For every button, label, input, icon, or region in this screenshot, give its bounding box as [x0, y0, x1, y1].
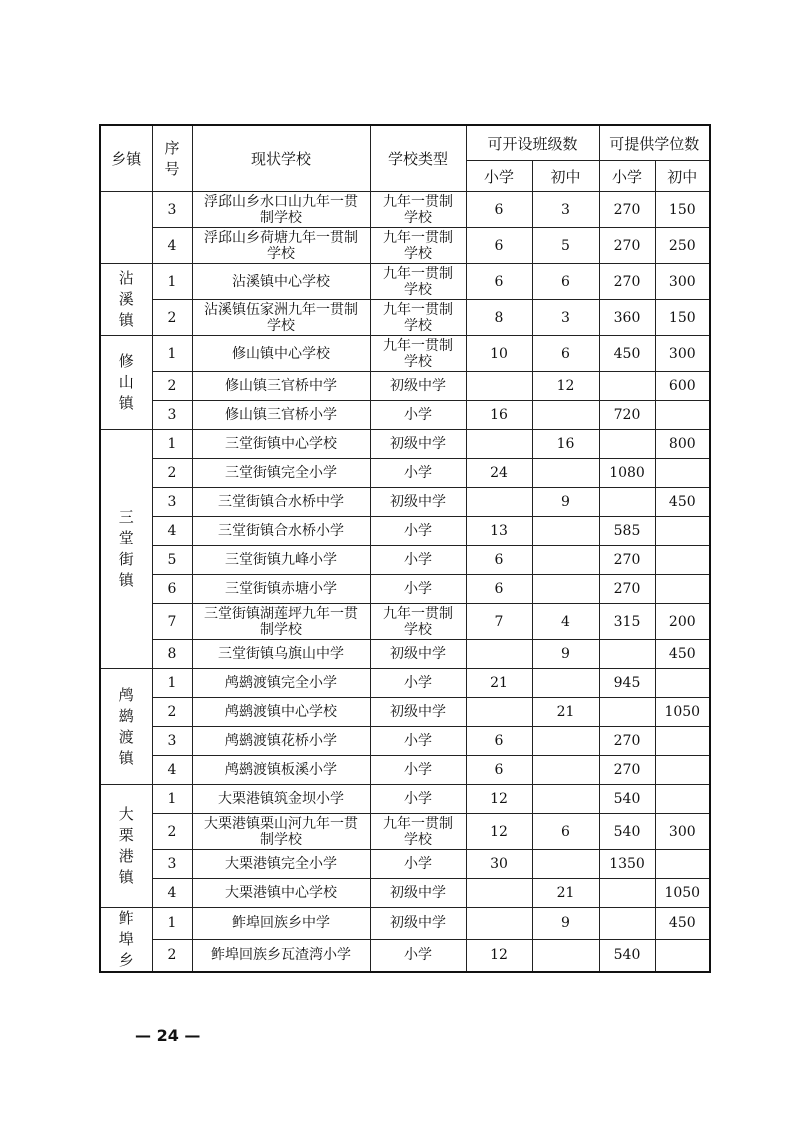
seq-cell: 2 [152, 459, 192, 488]
classes-primary-cell: 13 [466, 517, 532, 546]
seq-cell: 8 [152, 640, 192, 669]
classes-primary-cell: 6 [466, 727, 532, 756]
type-cell: 九年一贯制学校 [370, 336, 466, 372]
table-row [100, 546, 710, 575]
school-cell: 鸬鹚渡镇花桥小学 [192, 727, 370, 756]
type-cell: 九年一贯制学校 [370, 192, 466, 228]
classes-primary-cell: 30 [466, 850, 532, 879]
seats-primary-cell: 270 [599, 727, 655, 756]
seats-junior-cell: 300 [655, 264, 710, 300]
classes-junior-cell: 12 [532, 372, 599, 401]
classes-junior-cell: 5 [532, 228, 599, 264]
type-cell: 九年一贯制学校 [370, 228, 466, 264]
classes-primary-cell: 7 [466, 604, 532, 640]
school-cell: 三堂街镇合水桥中学 [192, 488, 370, 517]
classes-primary-cell [466, 698, 532, 727]
table-row [100, 228, 710, 264]
type-cell: 小学 [370, 669, 466, 698]
seats-primary-cell [599, 640, 655, 669]
seats-primary-cell: 1350 [599, 850, 655, 879]
seats-junior-cell: 800 [655, 430, 710, 459]
town-name: 沾溪镇 [118, 269, 134, 329]
seats-primary-cell: 540 [599, 939, 655, 972]
header-seq-label: 序号 [164, 138, 180, 178]
school-cell: 大栗港镇中心学校 [192, 879, 370, 908]
school-cell: 三堂街镇湖莲坪九年一贯制学校 [192, 604, 370, 640]
seats-junior-cell: 450 [655, 488, 710, 517]
school-table-container [99, 124, 709, 973]
town-name: 鲊埠乡 [118, 909, 134, 969]
type-cell: 小学 [370, 939, 466, 972]
seq-cell: 3 [152, 727, 192, 756]
table-body [100, 192, 710, 973]
seats-primary-cell: 540 [599, 785, 655, 814]
seq-cell: 2 [152, 939, 192, 972]
classes-junior-cell: 9 [532, 640, 599, 669]
school-cell: 三堂街镇九峰小学 [192, 546, 370, 575]
header-seats-group: 可提供学位数 [599, 125, 710, 161]
classes-junior-cell: 9 [532, 488, 599, 517]
header-town: 乡镇 [100, 125, 152, 192]
type-cell: 九年一贯制学校 [370, 604, 466, 640]
classes-junior-cell [532, 669, 599, 698]
type-cell: 九年一贯制学校 [370, 264, 466, 300]
table-row [100, 727, 710, 756]
seats-junior-cell: 600 [655, 372, 710, 401]
seq-cell: 3 [152, 401, 192, 430]
school-cell: 修山镇三官桥中学 [192, 372, 370, 401]
seq-cell: 1 [152, 669, 192, 698]
seats-primary-cell [599, 430, 655, 459]
seq-cell: 6 [152, 575, 192, 604]
seats-primary-cell: 720 [599, 401, 655, 430]
classes-junior-cell [532, 459, 599, 488]
school-cell: 鲊埠回族乡中学 [192, 908, 370, 940]
school-cell: 三堂街镇合水桥小学 [192, 517, 370, 546]
school-cell: 鸬鹚渡镇完全小学 [192, 669, 370, 698]
table-row [100, 459, 710, 488]
seats-primary-cell: 315 [599, 604, 655, 640]
header-classes-group: 可开设班级数 [466, 125, 599, 161]
town-name: 修山镇 [118, 352, 134, 412]
seats-junior-cell: 450 [655, 640, 710, 669]
seats-primary-cell: 270 [599, 575, 655, 604]
classes-primary-cell [466, 430, 532, 459]
school-cell: 三堂街镇乌旗山中学 [192, 640, 370, 669]
table-row [100, 336, 710, 372]
classes-junior-cell: 3 [532, 300, 599, 336]
classes-junior-cell: 16 [532, 430, 599, 459]
seq-cell: 2 [152, 372, 192, 401]
seats-junior-cell [655, 850, 710, 879]
town-cell [100, 192, 152, 264]
table-row [100, 939, 710, 972]
table-row [100, 488, 710, 517]
school-cell: 浮邱山乡荷塘九年一贯制学校 [192, 228, 370, 264]
seats-junior-cell: 1050 [655, 879, 710, 908]
type-cell: 九年一贯制学校 [370, 300, 466, 336]
classes-junior-cell: 6 [532, 814, 599, 850]
header-type: 学校类型 [370, 125, 466, 192]
classes-junior-cell [532, 517, 599, 546]
type-cell: 小学 [370, 401, 466, 430]
type-cell: 初级中学 [370, 372, 466, 401]
seats-junior-cell: 300 [655, 336, 710, 372]
school-cell: 大栗港镇筑金坝小学 [192, 785, 370, 814]
header-classes-primary: 小学 [466, 161, 532, 192]
school-capacity-table [99, 124, 711, 973]
classes-junior-cell [532, 727, 599, 756]
table-row [100, 300, 710, 336]
type-cell: 小学 [370, 575, 466, 604]
classes-primary-cell: 6 [466, 192, 532, 228]
school-cell: 浮邱山乡水口山九年一贯制学校 [192, 192, 370, 228]
seq-cell: 7 [152, 604, 192, 640]
table-row [100, 430, 710, 459]
seats-primary-cell: 360 [599, 300, 655, 336]
table-row [100, 814, 710, 850]
classes-primary-cell [466, 488, 532, 517]
seats-junior-cell: 250 [655, 228, 710, 264]
seq-cell: 1 [152, 336, 192, 372]
table-row [100, 756, 710, 785]
classes-primary-cell: 6 [466, 546, 532, 575]
seats-junior-cell [655, 546, 710, 575]
seq-cell: 2 [152, 698, 192, 727]
table-row [100, 517, 710, 546]
classes-primary-cell: 6 [466, 228, 532, 264]
town-cell [100, 785, 152, 908]
table-row [100, 698, 710, 727]
town-cell [100, 264, 152, 336]
seq-cell: 5 [152, 546, 192, 575]
type-cell: 初级中学 [370, 879, 466, 908]
classes-junior-cell [532, 401, 599, 430]
type-cell: 小学 [370, 546, 466, 575]
classes-junior-cell: 4 [532, 604, 599, 640]
seq-cell: 4 [152, 756, 192, 785]
seats-primary-cell [599, 698, 655, 727]
seats-primary-cell: 1080 [599, 459, 655, 488]
table-row [100, 192, 710, 228]
classes-primary-cell: 8 [466, 300, 532, 336]
seats-primary-cell: 450 [599, 336, 655, 372]
table-row [100, 640, 710, 669]
classes-junior-cell: 9 [532, 908, 599, 940]
seats-junior-cell [655, 669, 710, 698]
seats-junior-cell [655, 727, 710, 756]
classes-primary-cell [466, 372, 532, 401]
seq-cell: 1 [152, 264, 192, 300]
seats-junior-cell: 150 [655, 192, 710, 228]
table-row [100, 850, 710, 879]
type-cell: 九年一贯制学校 [370, 814, 466, 850]
seats-primary-cell: 270 [599, 264, 655, 300]
classes-primary-cell: 24 [466, 459, 532, 488]
seq-cell: 1 [152, 908, 192, 940]
type-cell: 小学 [370, 756, 466, 785]
table-row [100, 264, 710, 300]
seats-primary-cell [599, 908, 655, 940]
type-cell: 小学 [370, 785, 466, 814]
seats-primary-cell [599, 372, 655, 401]
classes-primary-cell: 21 [466, 669, 532, 698]
classes-junior-cell [532, 546, 599, 575]
classes-primary-cell: 6 [466, 756, 532, 785]
classes-primary-cell: 6 [466, 264, 532, 300]
classes-junior-cell [532, 850, 599, 879]
seats-primary-cell [599, 488, 655, 517]
town-cell [100, 430, 152, 669]
classes-primary-cell: 12 [466, 785, 532, 814]
school-cell: 修山镇中心学校 [192, 336, 370, 372]
seq-cell: 2 [152, 300, 192, 336]
header-classes-junior: 初中 [532, 161, 599, 192]
classes-junior-cell [532, 575, 599, 604]
type-cell: 小学 [370, 459, 466, 488]
type-cell: 小学 [370, 727, 466, 756]
school-cell: 三堂街镇赤塘小学 [192, 575, 370, 604]
classes-primary-cell [466, 879, 532, 908]
classes-junior-cell [532, 785, 599, 814]
type-cell: 初级中学 [370, 640, 466, 669]
seats-junior-cell [655, 756, 710, 785]
school-cell: 鲊埠回族乡瓦渣湾小学 [192, 939, 370, 972]
seats-junior-cell: 1050 [655, 698, 710, 727]
classes-primary-cell: 10 [466, 336, 532, 372]
seq-cell: 4 [152, 879, 192, 908]
classes-primary-cell: 16 [466, 401, 532, 430]
classes-primary-cell [466, 640, 532, 669]
classes-primary-cell: 6 [466, 575, 532, 604]
classes-junior-cell: 6 [532, 264, 599, 300]
table-row [100, 785, 710, 814]
seats-primary-cell: 945 [599, 669, 655, 698]
type-cell: 小学 [370, 517, 466, 546]
header-seq [152, 125, 192, 192]
seats-junior-cell: 450 [655, 908, 710, 940]
table-row [100, 575, 710, 604]
town-name: 三堂街镇 [118, 508, 134, 589]
seq-cell: 1 [152, 785, 192, 814]
school-cell: 大栗港镇完全小学 [192, 850, 370, 879]
town-cell [100, 908, 152, 973]
classes-primary-cell [466, 908, 532, 940]
school-cell: 鸬鹚渡镇中心学校 [192, 698, 370, 727]
classes-junior-cell: 21 [532, 879, 599, 908]
seats-primary-cell: 540 [599, 814, 655, 850]
table-row [100, 401, 710, 430]
school-cell: 沾溪镇伍家洲九年一贯制学校 [192, 300, 370, 336]
classes-primary-cell: 12 [466, 939, 532, 972]
school-cell: 三堂街镇完全小学 [192, 459, 370, 488]
seq-cell: 1 [152, 430, 192, 459]
seats-primary-cell: 270 [599, 756, 655, 785]
seats-junior-cell [655, 939, 710, 972]
classes-junior-cell: 21 [532, 698, 599, 727]
table-row [100, 669, 710, 698]
seats-junior-cell: 200 [655, 604, 710, 640]
seats-junior-cell: 150 [655, 300, 710, 336]
table-row [100, 604, 710, 640]
header-seats-junior: 初中 [655, 161, 710, 192]
seq-cell: 3 [152, 192, 192, 228]
seats-junior-cell [655, 459, 710, 488]
header-seats-primary: 小学 [599, 161, 655, 192]
seats-primary-cell [599, 879, 655, 908]
header-school: 现状学校 [192, 125, 370, 192]
seq-cell: 4 [152, 517, 192, 546]
school-cell: 三堂街镇中心学校 [192, 430, 370, 459]
town-cell [100, 336, 152, 430]
seats-primary-cell: 270 [599, 546, 655, 575]
seats-primary-cell: 585 [599, 517, 655, 546]
type-cell: 初级中学 [370, 430, 466, 459]
classes-junior-cell [532, 939, 599, 972]
school-cell: 沾溪镇中心学校 [192, 264, 370, 300]
table-row [100, 908, 710, 940]
seq-cell: 4 [152, 228, 192, 264]
classes-junior-cell: 6 [532, 336, 599, 372]
school-cell: 修山镇三官桥小学 [192, 401, 370, 430]
seats-primary-cell: 270 [599, 228, 655, 264]
classes-primary-cell: 12 [466, 814, 532, 850]
town-name: 鸬鹚渡镇 [118, 685, 134, 767]
school-cell: 鸬鹚渡镇板溪小学 [192, 756, 370, 785]
type-cell: 初级中学 [370, 698, 466, 727]
school-cell: 大栗港镇栗山河九年一贯制学校 [192, 814, 370, 850]
seats-junior-cell: 300 [655, 814, 710, 850]
table-row [100, 372, 710, 401]
seats-junior-cell [655, 401, 710, 430]
table-row [100, 879, 710, 908]
seq-cell: 3 [152, 850, 192, 879]
classes-junior-cell [532, 756, 599, 785]
page-number: — 24 — [135, 1026, 201, 1045]
seats-junior-cell [655, 517, 710, 546]
seq-cell: 2 [152, 814, 192, 850]
type-cell: 小学 [370, 850, 466, 879]
seats-junior-cell [655, 785, 710, 814]
seats-junior-cell [655, 575, 710, 604]
seats-primary-cell: 270 [599, 192, 655, 228]
classes-junior-cell: 3 [532, 192, 599, 228]
seq-cell: 3 [152, 488, 192, 517]
type-cell: 初级中学 [370, 908, 466, 940]
town-cell [100, 669, 152, 785]
town-name: 大栗港镇 [118, 805, 134, 886]
type-cell: 初级中学 [370, 488, 466, 517]
